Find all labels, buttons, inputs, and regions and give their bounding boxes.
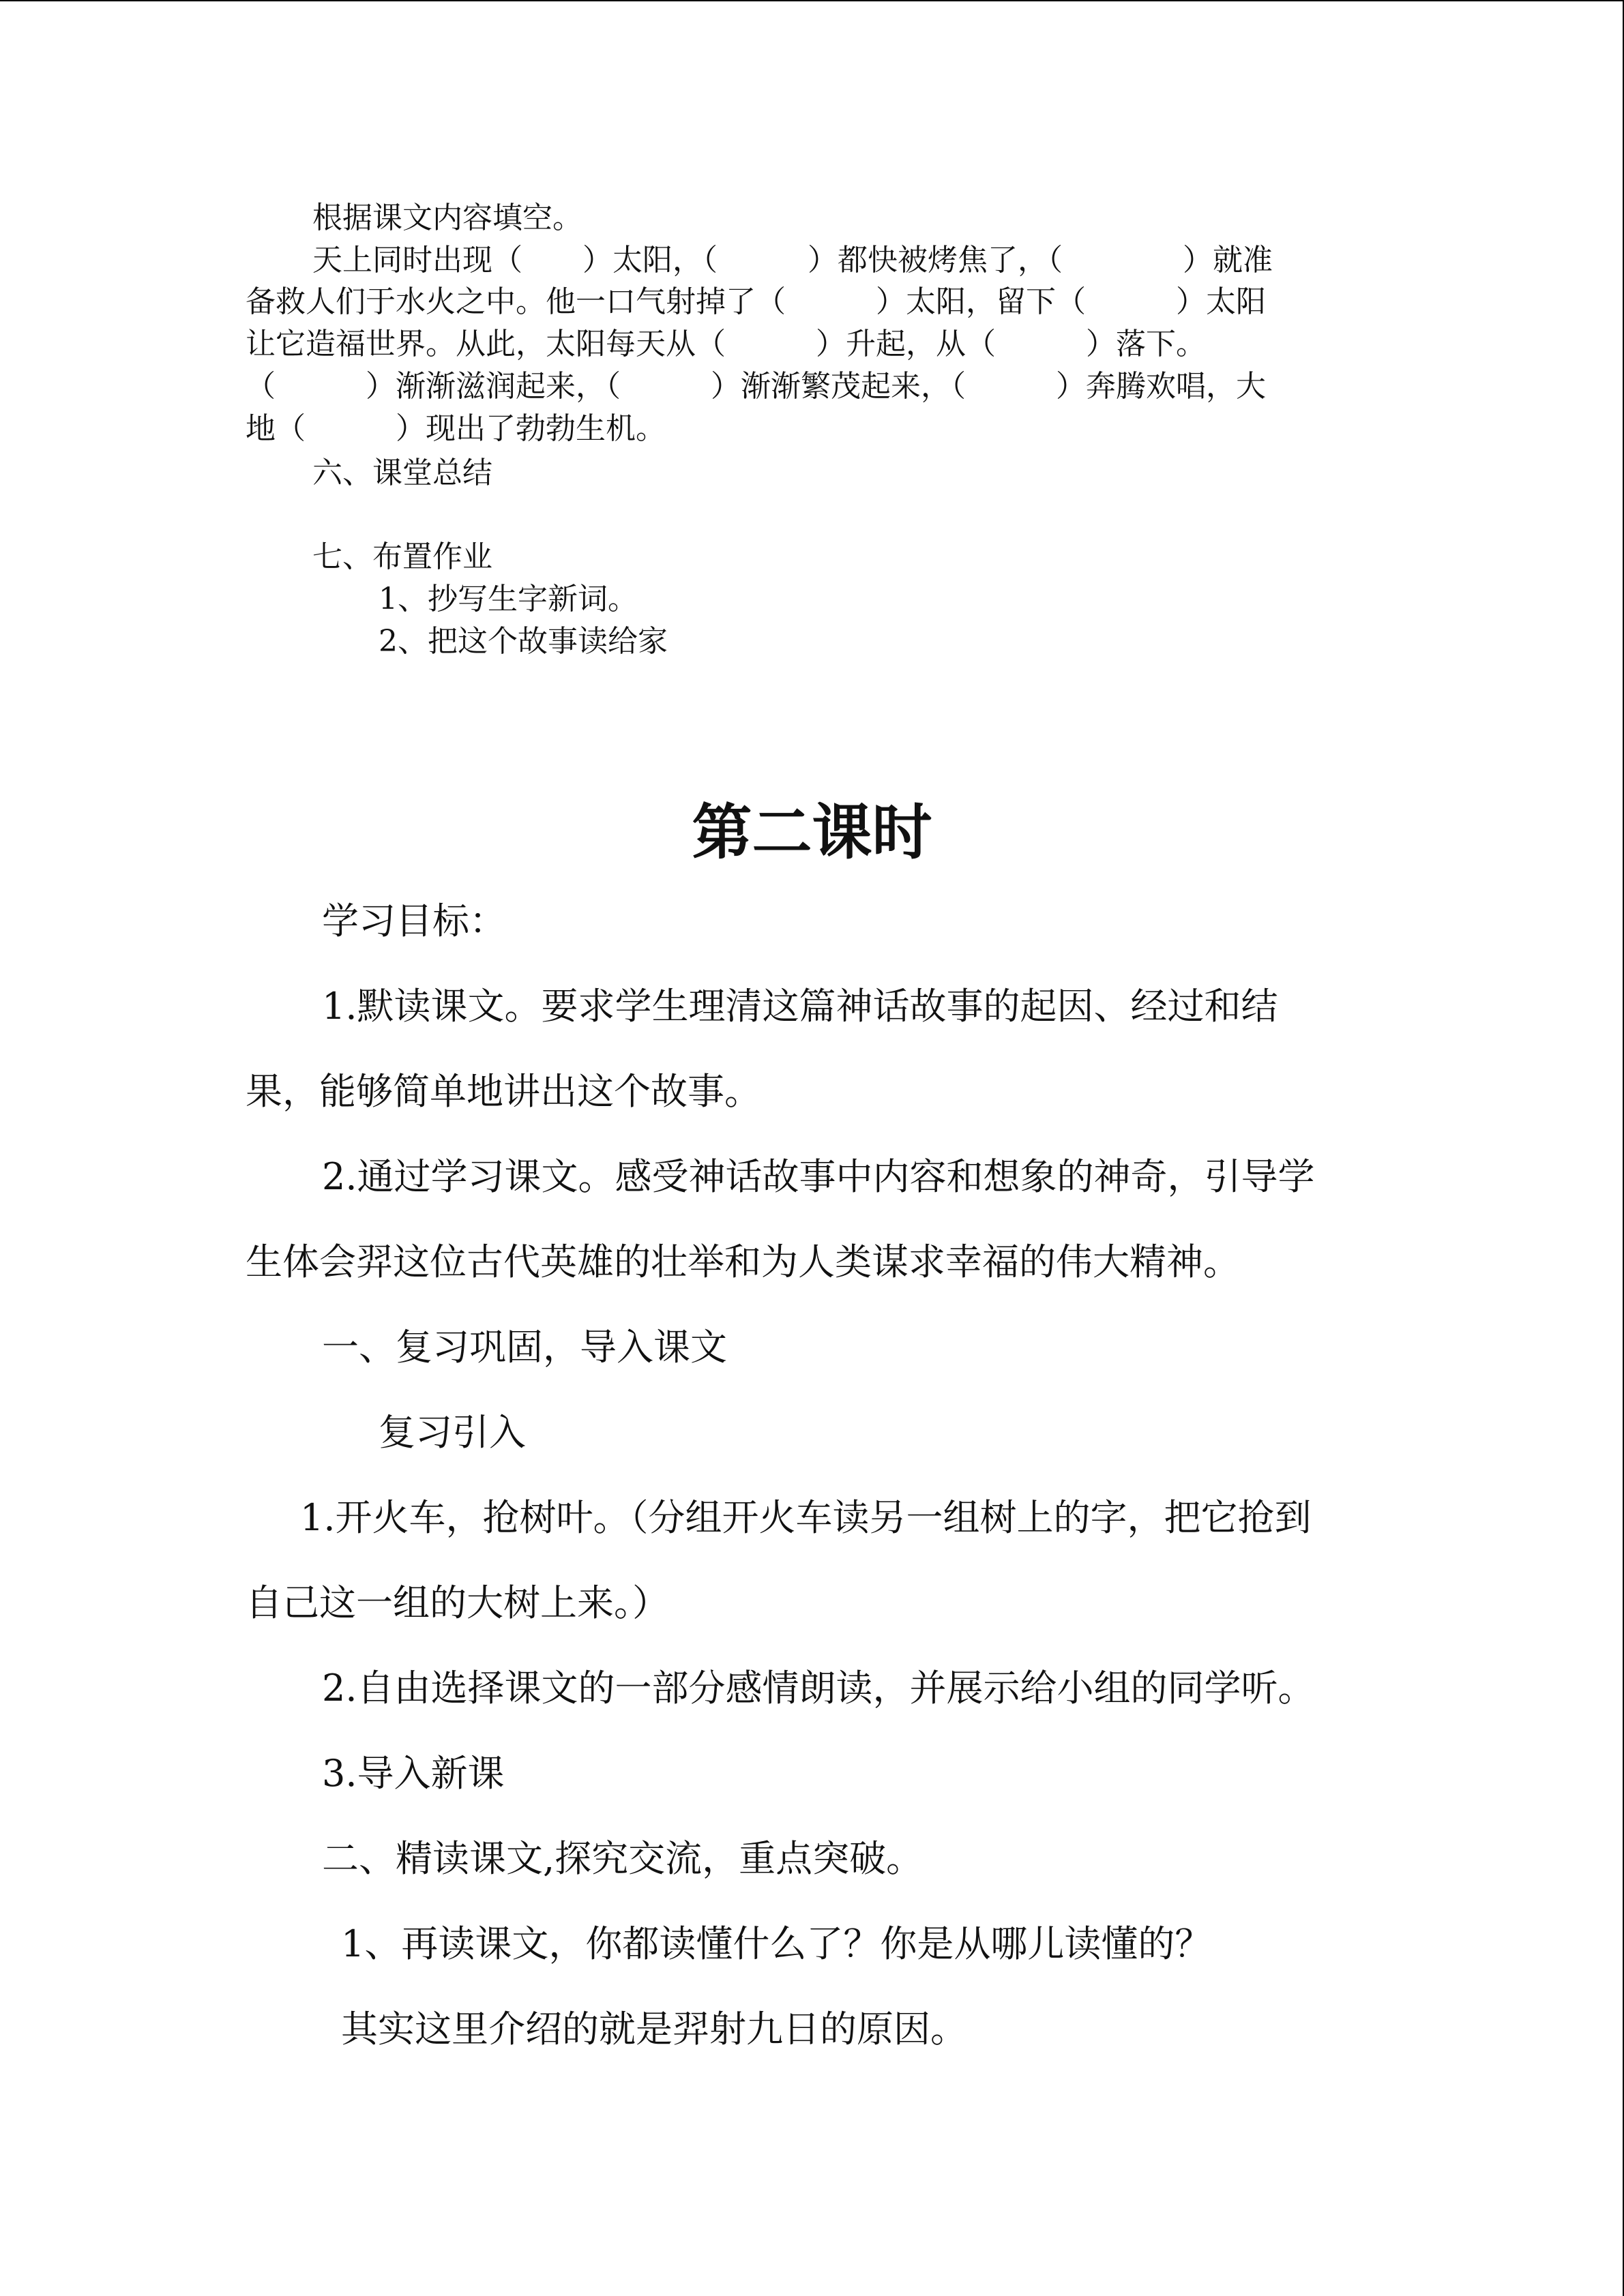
- step-line: 3.导入新课: [322, 1752, 505, 1795]
- review-intro: 复习引入: [379, 1411, 526, 1454]
- lesson-title: 第二课时: [692, 796, 932, 867]
- homework-heading: 七、布置作业: [312, 539, 492, 574]
- part2-heading: 二、精读课文,探究交流，重点突破。: [322, 1837, 924, 1880]
- fill-line: 天上同时出现（ ）太阳，（ ）都快被烤焦了，（ ）就准: [312, 243, 1273, 278]
- goal-line: 生体会羿这位古代英雄的壮举和为人类谋求幸福的伟大精神。: [246, 1240, 1240, 1283]
- homework-item: 1、抄写生字新词。: [379, 582, 638, 616]
- goal-line: 果，能够简单地讲出这个故事。: [246, 1070, 761, 1113]
- goals-heading: 学习目标：: [322, 899, 506, 942]
- goal-line: 2.通过学习课文。感受神话故事中内容和想象的神奇，引导学: [322, 1155, 1315, 1198]
- note-line: 其实这里介绍的就是羿射九日的原因。: [341, 2008, 967, 2051]
- step-line: 1.开火车，抢树叶。（分组开火车读另一组树上的字，把它抢到: [300, 1496, 1312, 1539]
- part1-heading: 一、复习巩固，导入课文: [322, 1326, 727, 1369]
- fill-line: 地（ ）现出了勃勃生机。: [246, 411, 666, 446]
- summary-heading: 六、课堂总结: [312, 456, 492, 490]
- fill-instruction: 根据课文内容填空。: [312, 200, 582, 235]
- fill-line: （ ）渐渐滋润起来，（ ）渐渐繁茂起来，（ ）奔腾欢唱，大: [246, 369, 1266, 404]
- step-line: 自己这一组的大树上来。）: [246, 1581, 669, 1624]
- question-line: 1、再读课文，你都读懂什么了？你是从哪儿读懂的？: [341, 1922, 1212, 1965]
- fill-line: 让它造福世界。从此，太阳每天从（ ）升起，从（ ）落下。: [246, 327, 1206, 361]
- homework-item: 2、把这个故事读给家: [379, 624, 668, 659]
- fill-line: 备救人们于水火之中。他一口气射掉了（ ）太阳，留下（ ）太阳: [246, 284, 1266, 319]
- step-line: 2.自由选择课文的一部分感情朗读，并展示给小组的同学听。: [322, 1667, 1315, 1710]
- goal-line: 1.默读课文。要求学生理清这篇神话故事的起因、经过和结: [322, 985, 1278, 1028]
